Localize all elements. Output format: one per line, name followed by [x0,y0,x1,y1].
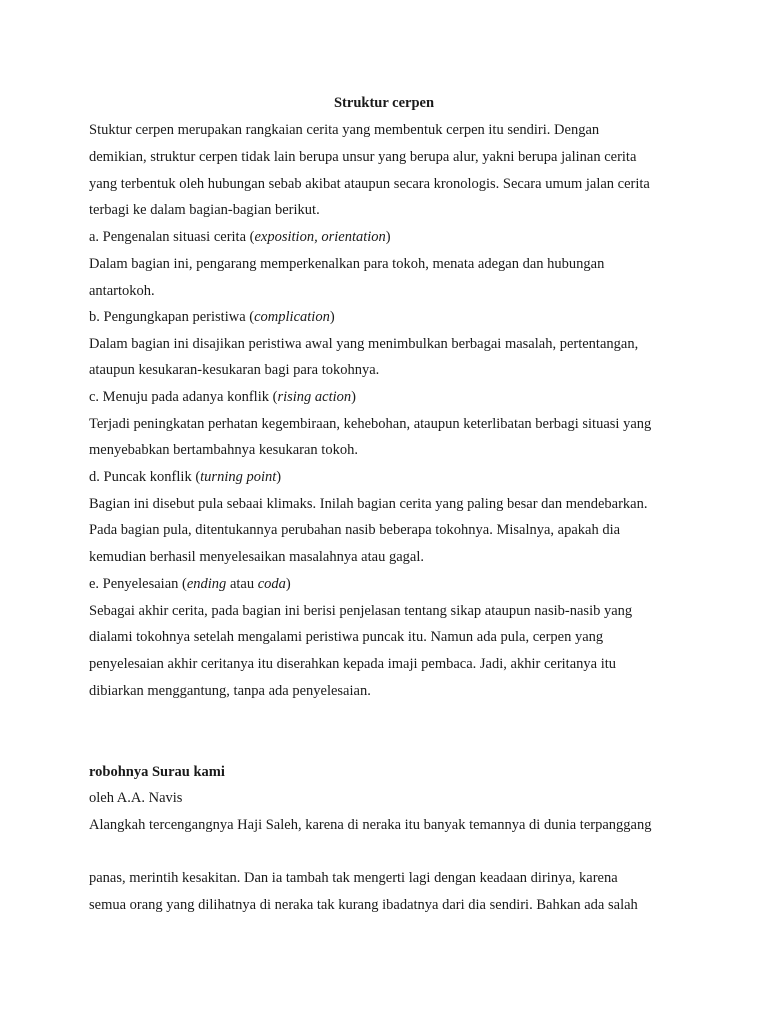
section-a-line-1: Dalam bagian ini, pengarang memperkenalkan para tokoh, menata adegan dan hubungan [89,256,605,272]
section-d-line-2: Pada bagian pula, ditentukannya perubahan nasib beberapa tokohnya. Misalnya, apakah dia [89,522,621,538]
document-title: Struktur cerpen [333,95,435,111]
section-c-line-2: menyebabkan bertambahnya kesukaran tokoh. [89,442,358,458]
section-e-line-2: dialami tokohnya setelah mengalami peristiwa puncak itu. Namun ada pula, cerpen yang [89,629,604,645]
section-e-heading-suffix: ) [285,576,291,592]
section-e-heading [89,575,689,593]
section-e-heading-italic-1: ending [186,576,227,592]
section-b-line-1: Dalam bagian ini disajikan peristiwa awal yang menimbulkan berbagai masalah, pertentangan, [89,336,639,352]
intro-line-4: terbagi ke dalam bagian-bagian berikut. [89,202,320,218]
section-b-heading [89,308,689,326]
section-c-heading-prefix: c. Menuju pada adanya konflik ( [89,389,278,405]
section-e-line-1: Sebagai akhir cerita, pada bagian ini berisi penjelasan tentang sikap ataupun nasib-nasib yang [89,603,633,619]
section-c-heading-italic: rising action [277,389,352,405]
intro-line-2: demikian, struktur cerpen tidak lain berupa unsur yang berupa alur, yakni berupa jalinan cerita [89,149,637,165]
section-d-line-3: kemudian berhasil menyelesaikan masalahnya atau gagal. [89,549,424,565]
section-b-heading-italic: complication [254,309,330,325]
section-a-heading-suffix: ) [385,229,391,245]
section-b-heading-prefix: b. Pengungkapan peristiwa ( [89,309,255,325]
section-e-heading-italic-2: coda [257,576,286,592]
story-line-2: panas, merintih kesakitan. Dan ia tambah tak mengerti lagi dengan keadaan dirinya, karena [89,870,618,886]
section-a-heading-prefix: a. Pengenalan situasi cerita ( [89,229,255,245]
story-title: robohnya Surau kami [89,764,225,780]
section-d-heading-italic: turning point [200,469,277,485]
section-b-line-2: ataupun kesukaran-kesukaran bagi para tokohnya. [89,362,380,378]
section-c-heading-suffix: ) [351,389,356,405]
section-e-line-3: penyelesaian akhir ceritanya itu diserahkan kepada imaji pembaca. Jadi, akhir ceritanya itu [89,656,617,672]
section-e-heading-prefix: e. Penyelesaian ( [89,576,187,592]
story-line-1: Alangkah tercengangnya Haji Saleh, karena di neraka itu banyak temannya di dunia terpanggang [89,817,652,833]
section-d-heading-suffix: ) [276,469,282,485]
section-b-heading-suffix: ) [329,309,335,325]
section-e-line-4: dibiarkan menggantung, tanpa ada penyelesaian. [89,683,371,699]
section-a-line-2: antartokoh. [89,283,155,299]
story-line-3: semua orang yang dilihatnya di neraka tak kurang ibadatnya dari dia sendiri. Bahkan ada salah [89,897,638,913]
intro-line-3: yang terbentuk oleh hubungan sebab akibat ataupun secara kronologis. Secara umum jalan cerita [89,176,650,192]
section-d-heading [89,468,689,486]
section-e-heading-middle: atau [226,576,258,592]
section-c-heading [89,388,689,406]
intro-line-1: Stuktur cerpen merupakan rangkaian cerita yang membentuk cerpen itu sendiri. Dengan [89,122,600,138]
section-a-heading-italic: exposition, orientation [254,229,386,245]
story-author: oleh A.A. Navis [89,790,183,806]
section-c-line-1: Terjadi peningkatan perhatan kegembiraan, kehebohan, ataupun keterlibatan berbagi situasi yang [89,416,652,432]
section-d-line-1: Bagian ini disebut pula sebaai klimaks. Inilah bagian cerita yang paling besar dan mendebarkan. [89,496,648,512]
section-d-heading-prefix: d. Puncak konflik ( [89,469,201,485]
section-a-heading [89,228,689,246]
